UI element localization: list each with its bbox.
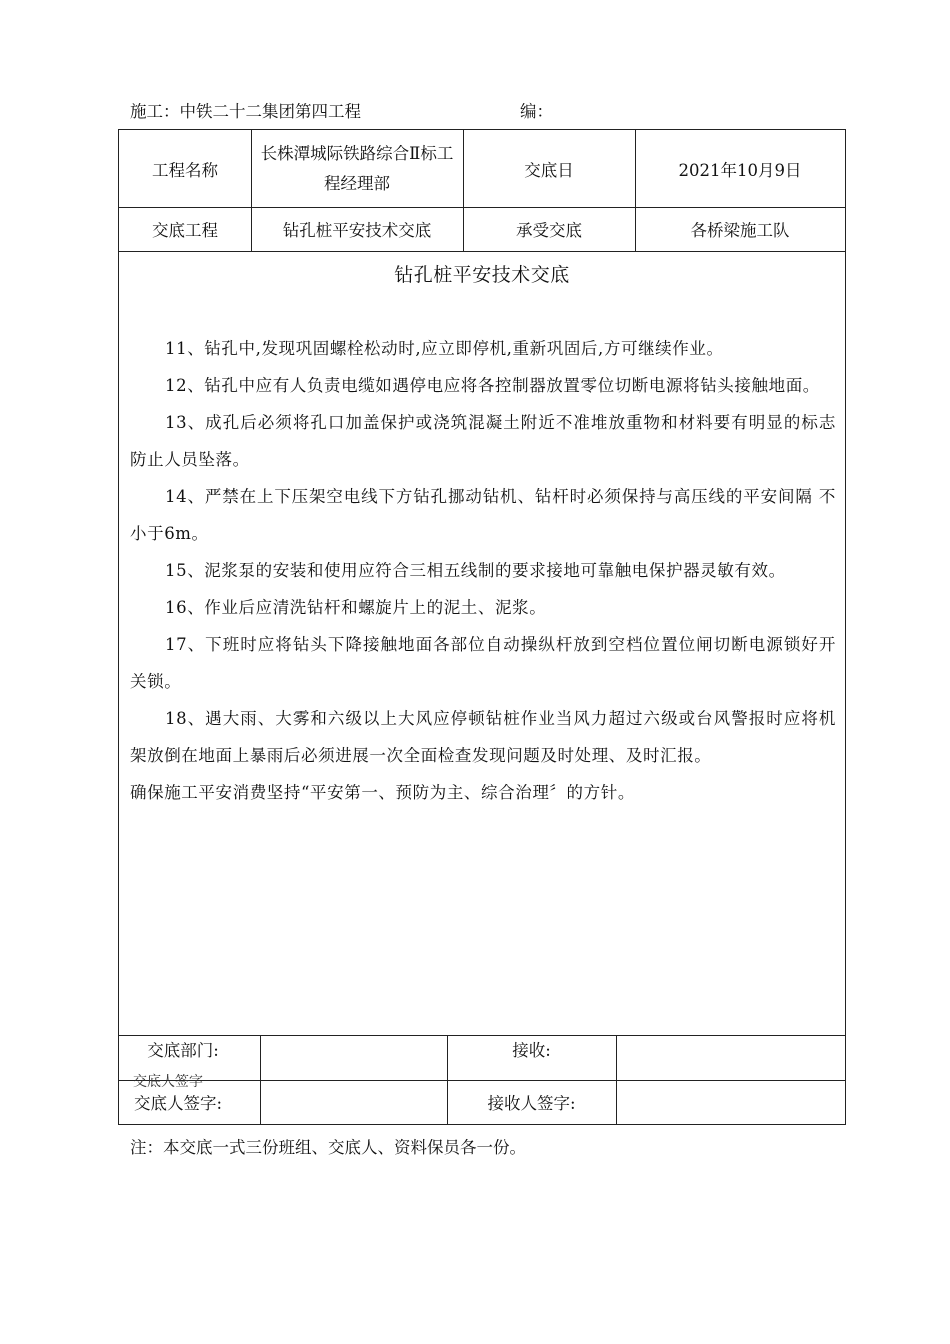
column-divider xyxy=(463,130,464,251)
column-divider xyxy=(260,1035,261,1124)
briefing-project-value: 钻孔桩平安技术交底 xyxy=(282,221,432,240)
receiver-label: 承受交底 xyxy=(516,221,582,240)
briefing-department-label: 交底部门: xyxy=(147,1041,219,1060)
constructor-label: 施工：中铁二十二集团第四工程 xyxy=(130,102,361,121)
briefing-item: 18、遇大雨、大雾和六级以上大风应停顿钻桩作业当风力超过六级或台风警报时应将机架放倒在地面上暴雨后必须进展一次全面检查发现问题及时处理、及时汇报。 xyxy=(130,709,836,765)
column-divider xyxy=(251,130,252,251)
project-name-label: 工程名称 xyxy=(152,160,218,180)
document-header xyxy=(130,98,845,122)
row-divider xyxy=(119,207,845,208)
briefing-item: 17、下班时应将钻头下降接触地面各部位自动操纵杆放到空档位置位闸切断电源锁好开关锁。 xyxy=(130,635,836,691)
briefing-closing: 确保施工平安消费坚持“平安第一、预防为主、综合治理〞的方针。 xyxy=(130,783,635,802)
receiver-value: 各桥梁施工队 xyxy=(690,221,790,240)
footer-note: 注：本交底一式三份班组、交底人、资料保员各一份。 xyxy=(130,1138,526,1157)
document-code-label: 编： xyxy=(520,102,553,121)
briefing-item: 15、泥浆泵的安装和使用应符合三相五线制的要求接地可靠触电保护器灵敏有效。 xyxy=(165,561,786,580)
briefing-item: 13、成孔后必须将孔口加盖保护或浇筑混凝土附近不准堆放重物和材料要有明显的标志防止人员坠落。 xyxy=(130,413,836,469)
column-divider xyxy=(635,130,636,251)
receive-label: 接收: xyxy=(512,1041,551,1060)
truncated-signature-label: 交底人签字 xyxy=(133,1074,203,1090)
briefing-form xyxy=(118,129,846,1125)
briefing-date-value: 2021年10月9日 xyxy=(678,160,802,180)
receiver-signature-label: 接收人签字: xyxy=(487,1094,576,1113)
briefing-item: 16、作业后应清洗钻杆和螺旋片上的泥土、泥浆。 xyxy=(165,598,547,617)
briefing-content xyxy=(130,330,836,811)
project-name-value: 长株潭城际铁路综合Ⅱ标工程经理部 xyxy=(260,143,454,193)
column-divider xyxy=(616,1035,617,1124)
briefing-date-label: 交底日 xyxy=(524,160,574,180)
briefing-project-label: 交底工程 xyxy=(152,221,218,240)
briefing-item: 14、严禁在上下压架空电线下方钻孔挪动钻机、钻杆时必须保持与高压线的平安间隔 不小于6m。 xyxy=(130,487,836,543)
briefing-title: 钻孔桩平安技术交底 xyxy=(394,264,570,286)
briefer-signature-label: 交底人签字: xyxy=(133,1094,223,1113)
briefing-item: 11、钻孔中,发现巩固螺栓松动时,应立即停机,重新巩固后,方可继续作业。 xyxy=(165,339,724,358)
briefing-item: 12、钻孔中应有人负责电缆如遇停电应将各控制器放置零位切断电源将钻头接触地面。 xyxy=(165,376,820,395)
row-divider xyxy=(119,251,845,252)
